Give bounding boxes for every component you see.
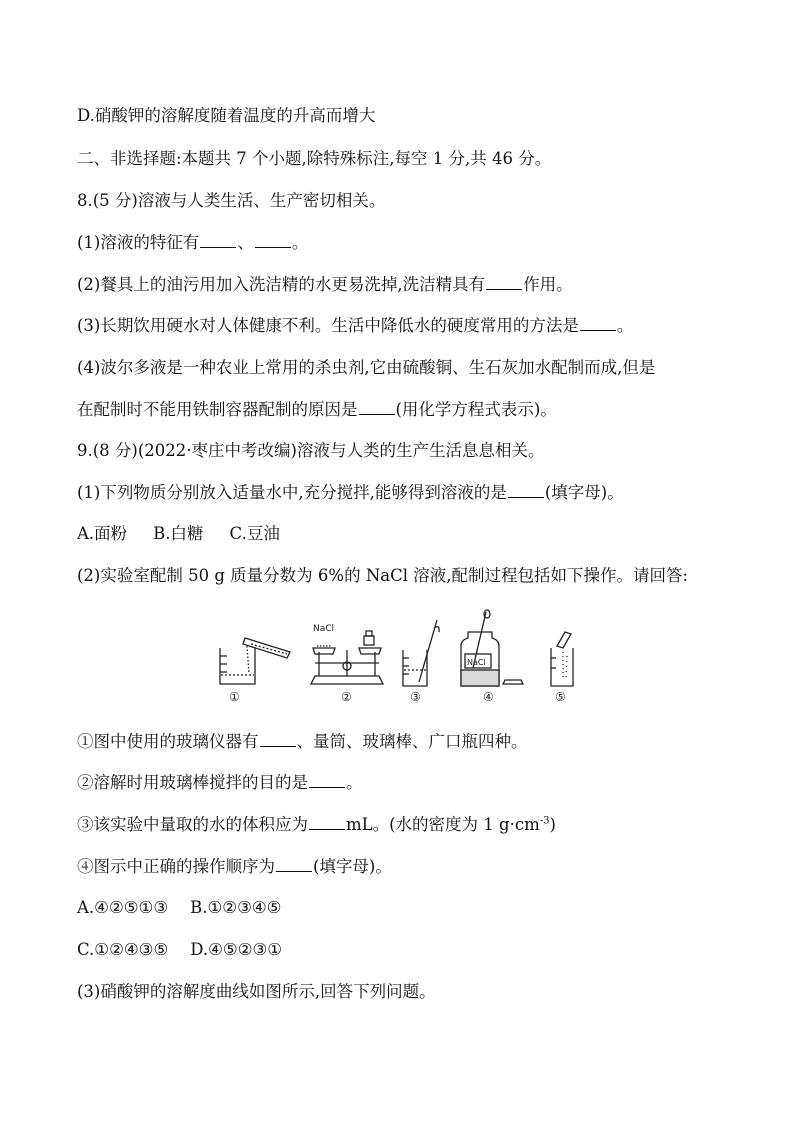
q9-sub2-text: ②溶解时用玻璃棒搅拌的目的是 (77, 773, 308, 792)
q9-part1-options (77, 523, 280, 545)
answer-blank[interactable] (260, 731, 296, 747)
answer-blank[interactable] (359, 399, 395, 415)
q8-part2 (77, 274, 573, 296)
question-9 (77, 440, 544, 462)
q8-part4-cont-end: (用化学方程式表示)。 (395, 400, 557, 419)
q9-part2-text: (2)实验室配制 50 g 质量分数为 6%的 NaCl 溶液,配制过程包括如下操作。请回答: (77, 566, 689, 585)
q9-part3 (77, 981, 436, 1003)
balance-step-illustration (311, 631, 383, 684)
q8-part1-text: (1)溶液的特征有 (77, 233, 200, 252)
q9-part1-text: (1)下列物质分别放入适量水中,充分搅拌,能够得到溶液的是 (77, 483, 507, 502)
q9-sub1-end: 、量筒、玻璃棒、广口瓶四种。 (296, 732, 528, 751)
q8-part3-end: 。 (616, 316, 634, 335)
q8-part3-text: (3)长期饮用硬水对人体健康不利。生活中降低水的硬度常用的方法是 (77, 316, 579, 335)
step-label-4: ④ (483, 690, 494, 704)
answer-blank[interactable] (255, 232, 291, 248)
weighing-step-illustration (461, 610, 523, 686)
q9-sub3 (77, 814, 556, 836)
order-option-a: A.④②⑤①③ (77, 898, 169, 917)
q9-sub2 (77, 772, 363, 794)
q9-part2 (77, 565, 688, 587)
q8-part1-sep: 、 (237, 233, 254, 252)
experiment-figure (215, 608, 585, 708)
adding-solid-step-illustration (551, 632, 573, 686)
answer-blank[interactable] (508, 482, 544, 498)
question-9-stem: 9.(8 分)(2022·枣庄中考改编)溶液与人类的生产生活息息相关。 (77, 441, 545, 460)
jar-nacl-label: NaCl (467, 658, 486, 667)
section-heading (77, 148, 551, 170)
dissolving-step-illustration (403, 620, 439, 686)
option-d (77, 105, 375, 127)
q9-sub3-mid: mL。(水的密度为 1 g·cm (346, 815, 540, 834)
q8-part4-text: (4)波尔多液是一种农业上常用的杀虫剂,它由硫酸铜、生石灰加水配制而成,但是 (77, 358, 656, 377)
step-label-5: ⑤ (555, 690, 566, 704)
q9-sub3-text: ③该实验中量取的水的体积应为 (77, 815, 308, 834)
q9-sub4 (77, 856, 392, 878)
answer-blank[interactable] (309, 814, 345, 830)
q8-part4 (77, 357, 655, 379)
section-heading-text: 二、非选择题:本题共 7 个小题,除特殊标注,每空 1 分,共 46 分。 (77, 149, 552, 168)
step-label-3: ③ (410, 690, 421, 704)
question-8 (77, 190, 385, 212)
option-b: B.白糖 (153, 524, 204, 543)
q8-part1 (77, 232, 308, 254)
question-8-stem: 8.(5 分)溶液与人类生活、生产密切相关。 (77, 191, 386, 210)
answer-blank[interactable] (580, 315, 616, 331)
pouring-step-illustration (220, 638, 290, 684)
q9-sub3-end: ) (549, 815, 556, 834)
answer-blank[interactable] (276, 856, 312, 872)
answer-blank[interactable] (309, 772, 345, 788)
step-label-2: ② (341, 690, 352, 704)
q8-part4-cont-text: 在配制时不能用铁制容器配制的原因是 (77, 400, 358, 419)
q9-part1 (77, 482, 624, 504)
q8-part4-cont (77, 399, 557, 421)
q8-part2-end: 作用。 (523, 275, 573, 294)
step-label-1: ① (229, 690, 240, 704)
q9-sub1 (77, 731, 528, 753)
q9-sub4-end: (填字母)。 (313, 857, 392, 876)
q8-part2-text: (2)餐具上的油污用加入洗洁精的水更易洗掉,洗洁精具有 (77, 275, 486, 294)
option-c: C.豆油 (229, 524, 280, 543)
q9-sub4-options-row1 (77, 897, 281, 919)
order-option-d: D.④⑤②③① (190, 940, 283, 959)
option-a: A.面粉 (77, 524, 128, 543)
order-option-c: C.①②④③⑤ (77, 940, 169, 959)
balance-nacl-label: NaCl (313, 624, 335, 634)
order-option-b: B.①②③④⑤ (190, 898, 282, 917)
q9-sub4-text: ④图示中正确的操作顺序为 (77, 857, 275, 876)
q9-sub4-options-row2 (77, 939, 282, 961)
unit-superscript: -3 (539, 815, 550, 827)
q9-part3-text: (3)硝酸钾的溶解度曲线如图所示,回答下列问题。 (77, 982, 436, 1001)
answer-blank[interactable] (486, 274, 522, 290)
q8-part1-end: 。 (291, 233, 309, 252)
q9-sub1-text: ①图中使用的玻璃仪器有 (77, 732, 259, 751)
q8-part3 (77, 315, 633, 337)
q9-part1-end: (填字母)。 (544, 483, 624, 502)
answer-blank[interactable] (200, 232, 236, 248)
q9-sub2-end: 。 (346, 773, 363, 792)
option-d-text: D.硝酸钾的溶解度随着温度的升高而增大 (77, 106, 376, 125)
